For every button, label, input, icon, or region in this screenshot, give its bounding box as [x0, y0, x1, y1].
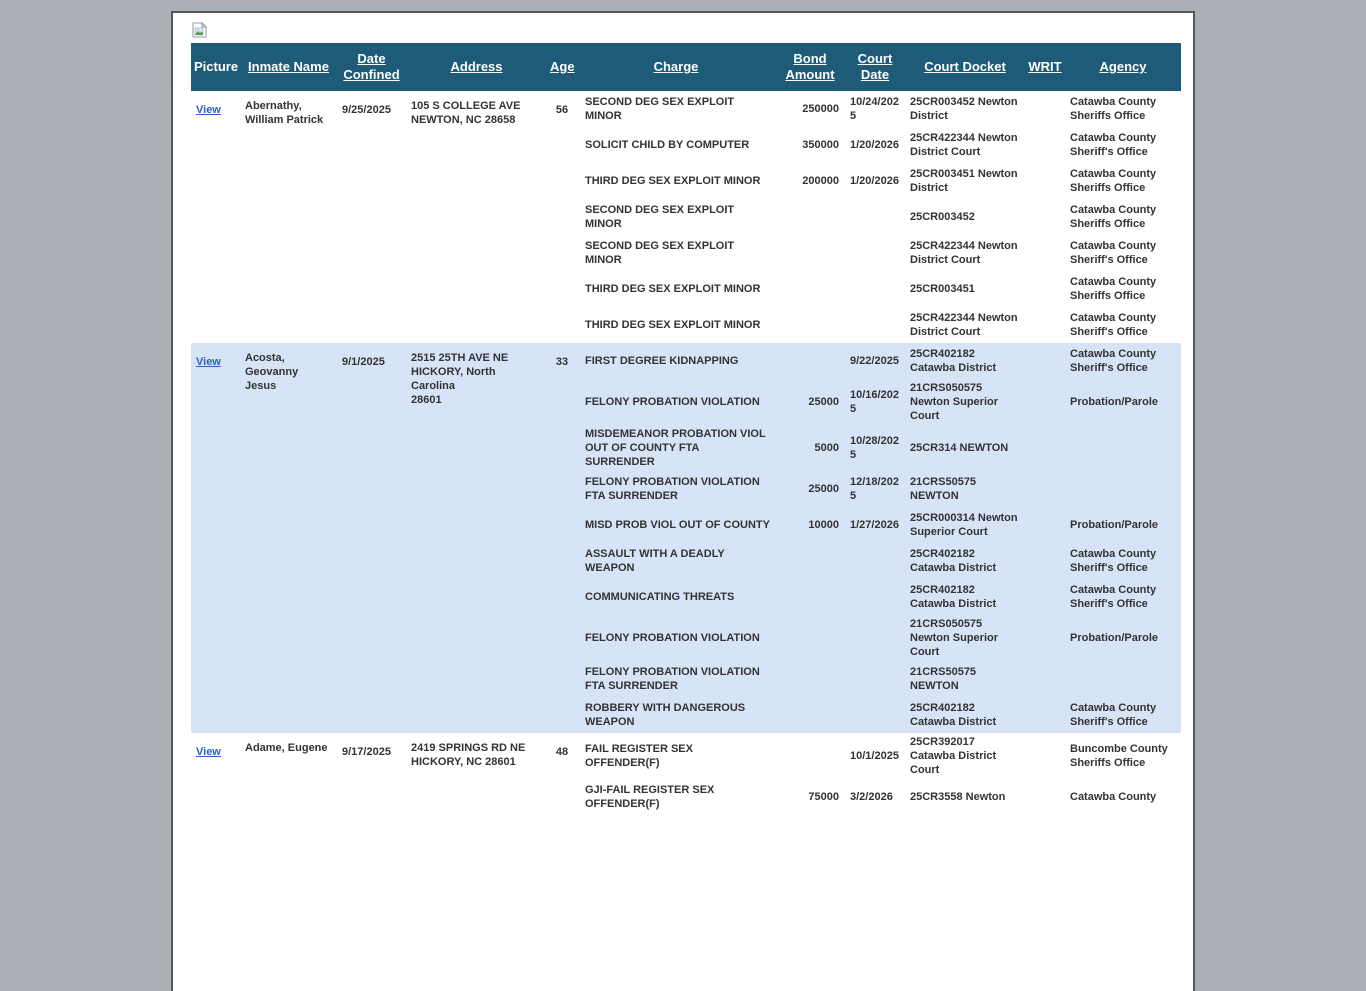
bond-amount-cell: 10000 [808, 519, 839, 531]
bond-amount-cell: 200000 [802, 175, 839, 187]
court-date-cell: 9/22/2025 [850, 355, 899, 367]
date-confined-cell: 9/17/2025 [342, 746, 391, 758]
court-date-cell: 1/20/2026 [850, 175, 899, 187]
court-docket-cell: 25CR003451 Newton District [910, 168, 1018, 194]
col-header-bond-amount [775, 43, 845, 91]
inmate-name-cell: Acosta, Geovanny Jesus [245, 352, 299, 392]
court-docket-cell: 25CR402182 Catawba District [910, 702, 997, 728]
charge-cell: FELONY PROBATION VIOLATION FTA SURRENDER [585, 666, 760, 692]
view-inmate-link[interactable]: View [196, 356, 221, 368]
bond-amount-cell [775, 343, 845, 379]
court-date-cell: 10/16/2025 [850, 389, 899, 415]
picture-cell [191, 91, 240, 343]
charge-cell: ROBBERY WITH DANGEROUS WEAPON [585, 702, 746, 728]
col-header-picture: Picture [191, 43, 240, 91]
col-header-court-docket [905, 43, 1025, 91]
bond-amount-cell [775, 307, 845, 343]
writ-cell [1025, 307, 1065, 343]
charge-cell: THIRD DEG SEX EXPLOIT MINOR [585, 319, 761, 331]
agency-cell: Probation/Parole [1070, 632, 1159, 644]
court-docket-cell: 25CR422344 Newton District Court [910, 240, 1018, 266]
address-line: HICKORY, NC 28601 [411, 756, 516, 768]
court-date-cell: 10/1/2025 [850, 750, 899, 762]
court-docket-cell: 25CR003452 Newton District [910, 96, 1018, 122]
bond-amount-cell: 350000 [802, 139, 839, 151]
picture-cell [191, 343, 240, 733]
bond-amount-cell [775, 543, 845, 579]
bond-amount-cell: 250000 [802, 103, 839, 115]
court-date-cell [845, 271, 905, 307]
bond-amount-cell [775, 661, 845, 697]
charge-cell: THIRD DEG SEX EXPLOIT MINOR [585, 283, 761, 295]
inmate-table-body [191, 91, 1181, 815]
charge-cell: FELONY PROBATION VIOLATION [585, 396, 760, 408]
charge-cell: SECOND DEG SEX EXPLOIT MINOR [585, 204, 735, 230]
agency-cell: Catawba County Sheriff's Office [1070, 702, 1157, 728]
court-date-cell: 12/18/2025 [850, 476, 899, 502]
charge-cell: SOLICIT CHILD BY COMPUTER [585, 139, 750, 151]
agency-cell: Catawba County Sheriffs Office [1070, 96, 1157, 122]
col-header-age [547, 43, 577, 91]
writ-cell [1025, 163, 1065, 199]
view-inmate-link[interactable]: View [196, 746, 221, 758]
writ-cell [1025, 199, 1065, 235]
bond-amount-cell [775, 579, 845, 615]
agency-cell: Catawba County Sheriff's Office [1070, 132, 1157, 158]
charge-row [191, 343, 1181, 379]
sort-link-court-date[interactable]: Court Date [857, 51, 893, 82]
court-docket-cell: 25CR314 NEWTON [910, 442, 1009, 454]
writ-cell [1025, 507, 1065, 543]
bond-amount-cell [775, 697, 845, 733]
table-header [191, 43, 1181, 91]
charge-cell: THIRD DEG SEX EXPLOIT MINOR [585, 175, 761, 187]
court-date-cell [845, 199, 905, 235]
writ-cell [1025, 271, 1065, 307]
address-line: HICKORY, North Carolina [411, 366, 496, 392]
bond-amount-cell: 25000 [808, 483, 839, 495]
address-cell [406, 91, 547, 343]
charge-cell: SECOND DEG SEX EXPLOIT MINOR [585, 240, 735, 266]
writ-cell [1025, 91, 1065, 127]
inmate-table [191, 43, 1181, 815]
age-cell: 33 [555, 356, 569, 368]
writ-cell [1025, 425, 1065, 471]
agency-cell: Catawba County Sheriffs Office [1070, 276, 1157, 302]
agency-cell: Catawba County Sheriff's Office [1070, 548, 1157, 574]
agency-cell: Buncombe County Sheriffs Office [1070, 743, 1168, 769]
writ-cell [1025, 235, 1065, 271]
court-date-cell: 1/27/2026 [850, 519, 899, 531]
agency-cell [1065, 471, 1181, 507]
court-docket-cell: 25CR402182 Catawba District [910, 548, 997, 574]
charge-cell: GJI-FAIL REGISTER SEX OFFENDER(F) [585, 784, 715, 810]
writ-cell [1025, 343, 1065, 379]
col-header-writ [1025, 43, 1065, 91]
court-docket-cell: 21CRS050575 Newton Superior Court [910, 618, 999, 658]
address-cell [406, 733, 547, 815]
court-date-cell [845, 579, 905, 615]
court-date-cell: 10/28/2025 [850, 435, 899, 461]
writ-cell [1025, 697, 1065, 733]
court-docket-cell: 25CR392017 Catawba District Court [910, 736, 997, 776]
writ-cell [1025, 127, 1065, 163]
sort-link-court-docket[interactable]: Court Docket [924, 59, 1006, 74]
sort-link-age[interactable]: Age [550, 59, 575, 74]
address-line: 28601 [411, 394, 442, 406]
bond-amount-cell [775, 615, 845, 661]
bond-amount-cell [775, 199, 845, 235]
view-inmate-link[interactable]: View [196, 104, 221, 116]
agency-cell: Probation/Parole [1070, 396, 1159, 408]
charge-cell: FELONY PROBATION VIOLATION FTA SURRENDER [585, 476, 760, 502]
court-docket-cell: 21CRS50575 NEWTON [910, 476, 977, 502]
bond-amount-cell: 25000 [808, 396, 839, 408]
court-docket-cell: 25CR422344 Newton District Court [910, 132, 1018, 158]
charge-cell: SECOND DEG SEX EXPLOIT MINOR [585, 96, 735, 122]
bond-amount-cell [775, 733, 845, 779]
age-cell: 48 [555, 746, 569, 758]
charge-cell: FAIL REGISTER SEX OFFENDER(F) [585, 743, 693, 769]
bond-amount-cell [775, 271, 845, 307]
col-header-date-confined [337, 43, 406, 91]
charge-row [191, 733, 1181, 779]
date-confined-cell: 9/25/2025 [342, 104, 391, 116]
agency-cell: Catawba County Sheriff's Office [1070, 312, 1157, 338]
address-line: 2419 SPRINGS RD NE [411, 742, 526, 754]
court-date-cell [845, 697, 905, 733]
agency-cell [1065, 425, 1181, 471]
bond-amount-cell [775, 235, 845, 271]
court-date-cell [845, 615, 905, 661]
court-docket-cell: 25CR422344 Newton District Court [910, 312, 1018, 338]
court-docket-cell: 25CR3558 Newton [910, 791, 1006, 803]
court-docket-cell: 25CR402182 Catawba District [910, 348, 997, 374]
broken-image-icon [192, 22, 207, 38]
address-line: NEWTON, NC 28658 [411, 114, 516, 126]
agency-cell: Catawba County [1070, 791, 1157, 803]
agency-cell: Catawba County Sheriff's Office [1070, 240, 1157, 266]
age-cell: 56 [555, 104, 569, 116]
charge-cell: FIRST DEGREE KIDNAPPING [585, 355, 739, 367]
address-line: 105 S COLLEGE AVE [411, 100, 521, 112]
sort-link-writ[interactable]: WRIT [1028, 59, 1062, 74]
court-docket-cell: 21CRS50575 NEWTON [910, 666, 977, 692]
charge-row [191, 91, 1181, 127]
agency-cell: Catawba County Sheriff's Office [1070, 584, 1157, 610]
inmate-roster-page [171, 11, 1195, 991]
address-line: 2515 25TH AVE NE [411, 352, 509, 364]
writ-cell [1025, 779, 1065, 815]
agency-cell: Catawba County Sheriff's Office [1070, 348, 1157, 374]
agency-cell: Catawba County Sheriffs Office [1070, 168, 1157, 194]
court-date-cell: 3/2/2026 [850, 791, 893, 803]
charge-cell: MISDEMEANOR PROBATION VIOL OUT OF COUNTY FTA SURRENDER [585, 428, 766, 468]
col-header-inmate-name [240, 43, 337, 91]
col-header-court-date [845, 43, 905, 91]
court-date-cell: 10/24/2025 [850, 96, 899, 122]
bond-amount-cell: 5000 [814, 442, 839, 454]
sort-link-bond-amount[interactable]: Bond Amount [785, 51, 835, 82]
agency-cell [1065, 661, 1181, 697]
writ-cell [1025, 615, 1065, 661]
sort-link-inmate-name[interactable]: Inmate Name [248, 59, 329, 74]
sort-link-charge[interactable]: Charge [653, 59, 699, 74]
writ-cell [1025, 579, 1065, 615]
date-confined-cell: 9/1/2025 [342, 356, 385, 368]
bond-amount-cell: 75000 [808, 791, 839, 803]
court-date-cell [845, 235, 905, 271]
address-cell [406, 343, 547, 733]
writ-cell [1025, 379, 1065, 425]
inmate-name-cell: Abernathy, William Patrick [245, 100, 324, 126]
writ-cell [1025, 661, 1065, 697]
writ-cell [1025, 733, 1065, 779]
col-header-agency [1065, 43, 1181, 91]
inmate-name-cell: Adame, Eugene [245, 742, 328, 754]
sort-link-address[interactable]: Address [450, 59, 503, 74]
sort-link-date-confined[interactable]: Date Confined [343, 51, 400, 82]
court-docket-cell: 25CR003452 [910, 211, 975, 223]
charge-cell: ASSAULT WITH A DEADLY WEAPON [585, 548, 725, 574]
court-docket-cell: 25CR402182 Catawba District [910, 584, 997, 610]
writ-cell [1025, 543, 1065, 579]
agency-cell: Probation/Parole [1070, 519, 1159, 531]
sort-link-agency[interactable]: Agency [1099, 59, 1147, 74]
agency-cell: Catawba County Sheriffs Office [1070, 204, 1157, 230]
charge-cell: COMMUNICATING THREATS [585, 591, 735, 603]
court-date-cell [845, 307, 905, 343]
charge-cell: FELONY PROBATION VIOLATION [585, 632, 760, 644]
court-date-cell: 1/20/2026 [850, 139, 899, 151]
writ-cell [1025, 471, 1065, 507]
court-date-cell [845, 543, 905, 579]
col-header-charge [577, 43, 775, 91]
court-date-cell [845, 661, 905, 697]
court-docket-cell: 25CR003451 [910, 283, 975, 295]
picture-cell [191, 733, 240, 815]
col-header-address [406, 43, 547, 91]
court-docket-cell: 21CRS050575 Newton Superior Court [910, 382, 999, 422]
charge-cell: MISD PROB VIOL OUT OF COUNTY [585, 519, 770, 531]
court-docket-cell: 25CR000314 Newton Superior Court [910, 512, 1018, 538]
